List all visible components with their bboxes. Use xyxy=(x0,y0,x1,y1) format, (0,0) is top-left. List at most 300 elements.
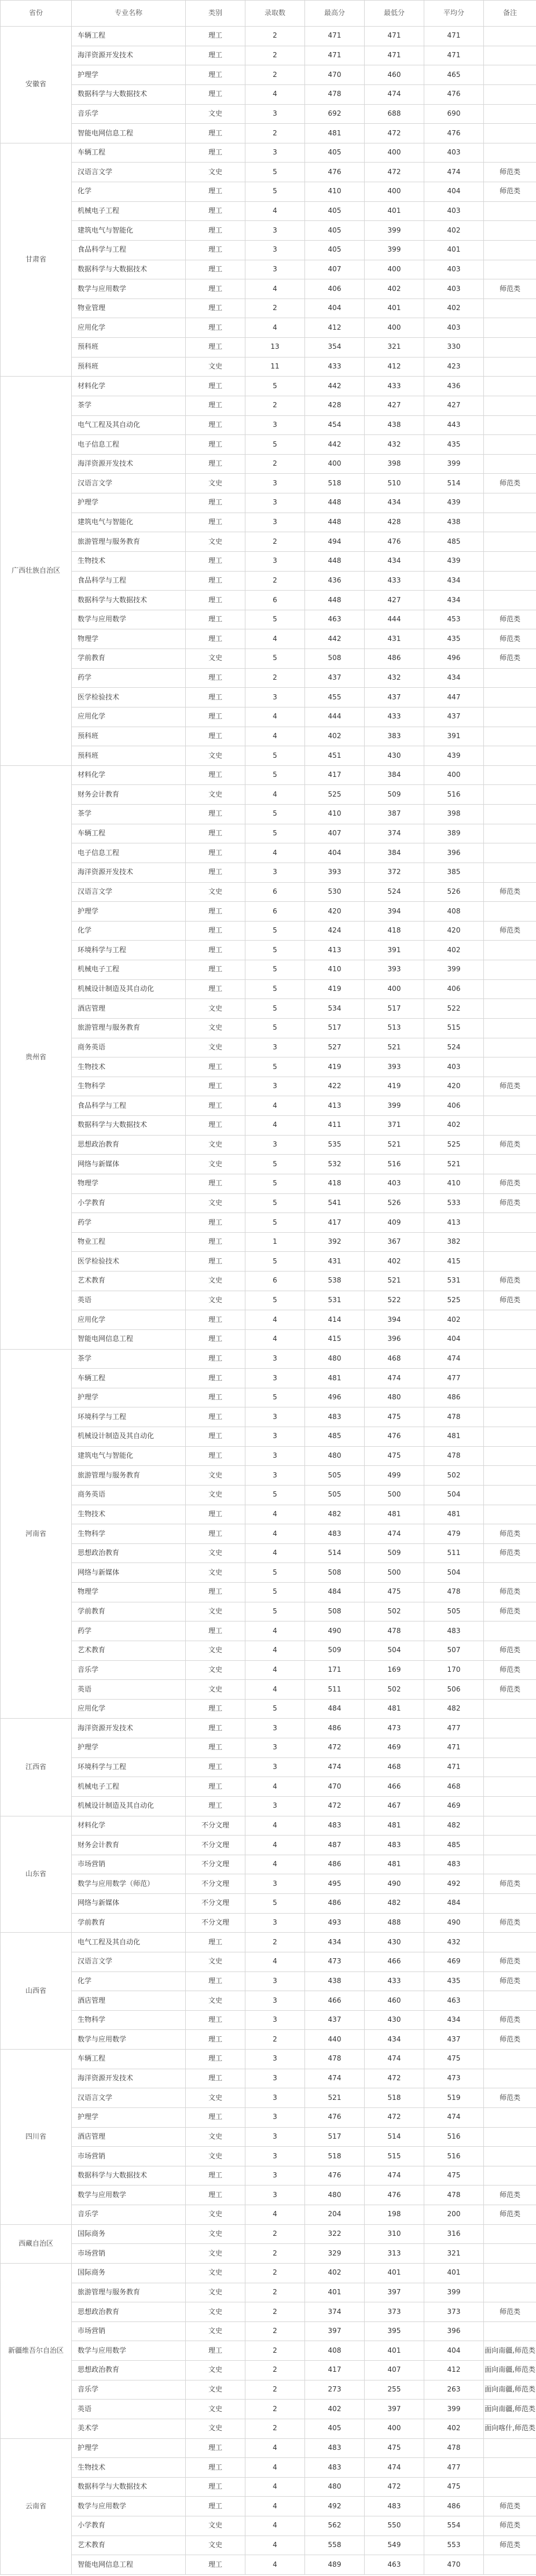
plan-cell: 5 xyxy=(245,1213,305,1233)
avg-score-cell: 435 xyxy=(424,629,484,649)
avg-score-cell: 399 xyxy=(424,2400,484,2419)
max-score-cell: 480 xyxy=(305,2477,365,2497)
major-cell: 物理学 xyxy=(72,1174,186,1193)
table-row xyxy=(1,435,536,455)
plan-cell: 3 xyxy=(245,1913,305,1933)
min-score-cell: 395 xyxy=(365,2321,424,2341)
min-score-cell: 472 xyxy=(365,2107,424,2127)
plan-cell: 5 xyxy=(245,1583,305,1602)
major-cell: 海洋资源开发技术 xyxy=(72,863,186,882)
plan-cell: 5 xyxy=(245,1252,305,1272)
category-cell: 理工 xyxy=(186,1116,245,1136)
min-score-cell: 475 xyxy=(365,1446,424,1466)
avg-score-cell: 402 xyxy=(424,2419,484,2438)
min-score-cell: 481 xyxy=(365,1855,424,1874)
category-cell: 文史 xyxy=(186,104,245,124)
min-score-cell: 509 xyxy=(365,785,424,805)
note-cell xyxy=(484,1466,536,1486)
min-score-cell: 403 xyxy=(365,1174,424,1193)
min-score-cell: 393 xyxy=(365,960,424,980)
note-cell xyxy=(484,493,536,513)
plan-cell: 2 xyxy=(245,2419,305,2438)
max-score-cell: 322 xyxy=(305,2224,365,2244)
min-score-cell: 509 xyxy=(365,1543,424,1563)
avg-score-cell: 434 xyxy=(424,571,484,591)
category-cell: 文史 xyxy=(186,2205,245,2225)
note-cell xyxy=(484,805,536,824)
note-cell xyxy=(484,201,536,221)
plan-cell: 3 xyxy=(245,1738,305,1758)
note-cell xyxy=(484,260,536,279)
plan-cell: 6 xyxy=(245,902,305,922)
max-score-cell: 413 xyxy=(305,1096,365,1116)
category-cell: 理工 xyxy=(186,260,245,279)
table-row xyxy=(1,921,536,941)
table-row xyxy=(1,1349,536,1369)
min-score-cell: 438 xyxy=(365,415,424,435)
major-cell: 护理学 xyxy=(72,65,186,85)
major-cell: 艺术教育 xyxy=(72,1641,186,1660)
category-cell: 理工 xyxy=(186,2438,245,2458)
table-row xyxy=(1,2438,536,2458)
max-score-cell: 470 xyxy=(305,1777,365,1797)
note-cell: 师范类 xyxy=(484,182,536,202)
category-cell: 文史 xyxy=(186,2263,245,2283)
note-cell xyxy=(484,357,536,377)
plan-cell: 3 xyxy=(245,1466,305,1486)
avg-score-cell: 468 xyxy=(424,1777,484,1797)
min-score-cell: 400 xyxy=(365,182,424,202)
table-row xyxy=(1,1485,536,1505)
major-cell: 网络与新媒体 xyxy=(72,1563,186,1583)
min-score-cell: 374 xyxy=(365,824,424,843)
max-score-cell: 485 xyxy=(305,1427,365,1447)
plan-cell: 5 xyxy=(245,1563,305,1583)
min-score-cell: 488 xyxy=(365,1913,424,1933)
category-cell: 不分文理 xyxy=(186,1894,245,1914)
table-row xyxy=(1,2030,536,2050)
max-score-cell: 471 xyxy=(305,46,365,65)
note-cell: 面向南疆,师范类 xyxy=(484,2380,536,2400)
table-row xyxy=(1,240,536,260)
major-cell: 国际商务 xyxy=(72,2263,186,2283)
avg-score-cell: 496 xyxy=(424,649,484,669)
major-cell: 电子信息工程 xyxy=(72,435,186,455)
note-cell xyxy=(484,65,536,85)
max-score-cell: 428 xyxy=(305,396,365,415)
note-cell xyxy=(484,688,536,707)
note-cell xyxy=(484,1894,536,1914)
province-cell: 江西省 xyxy=(1,1719,72,1816)
max-score-cell: 406 xyxy=(305,279,365,299)
min-score-cell: 407 xyxy=(365,2361,424,2380)
plan-cell: 4 xyxy=(245,1116,305,1136)
note-cell: 师范类 xyxy=(484,1543,536,1563)
plan-cell: 4 xyxy=(245,2458,305,2478)
note-cell xyxy=(484,1757,536,1777)
major-cell: 网络与新媒体 xyxy=(72,1155,186,1174)
avg-score-cell: 521 xyxy=(424,1155,484,1174)
avg-score-cell: 403 xyxy=(424,143,484,163)
avg-score-cell: 402 xyxy=(424,221,484,241)
note-cell xyxy=(484,2283,536,2302)
table-row xyxy=(1,824,536,843)
major-cell: 车辆工程 xyxy=(72,824,186,843)
avg-score-cell: 410 xyxy=(424,1174,484,1193)
plan-cell: 5 xyxy=(245,1193,305,1213)
plan-cell: 5 xyxy=(245,1155,305,1174)
table-row xyxy=(1,1660,536,1680)
category-cell: 理工 xyxy=(186,435,245,455)
table-row xyxy=(1,1874,536,1894)
table-row xyxy=(1,201,536,221)
min-score-cell: 481 xyxy=(365,1505,424,1524)
major-cell: 思想政治教育 xyxy=(72,1135,186,1155)
max-score-cell: 422 xyxy=(305,1077,365,1096)
plan-cell: 4 xyxy=(245,1621,305,1641)
avg-score-cell: 475 xyxy=(424,2050,484,2069)
note-cell xyxy=(484,571,536,591)
table-row xyxy=(1,2400,536,2419)
max-score-cell: 495 xyxy=(305,1874,365,1894)
plan-cell: 4 xyxy=(245,1680,305,1700)
table-row xyxy=(1,1971,536,1991)
major-cell: 护理学 xyxy=(72,1388,186,1407)
note-cell xyxy=(484,104,536,124)
min-score-cell: 371 xyxy=(365,1116,424,1136)
max-score-cell: 474 xyxy=(305,1757,365,1777)
major-cell: 材料化学 xyxy=(72,377,186,396)
note-cell: 师范类 xyxy=(484,2516,536,2536)
major-cell: 网络与新媒体 xyxy=(72,1894,186,1914)
category-cell: 理工 xyxy=(186,1757,245,1777)
max-score-cell: 534 xyxy=(305,999,365,1019)
max-score-cell: 562 xyxy=(305,2516,365,2536)
major-cell: 英语 xyxy=(72,1680,186,1700)
table-row xyxy=(1,1096,536,1116)
avg-score-cell: 434 xyxy=(424,668,484,688)
category-cell: 文史 xyxy=(186,999,245,1019)
plan-cell: 6 xyxy=(245,882,305,902)
max-score-cell: 448 xyxy=(305,551,365,571)
avg-score-cell: 420 xyxy=(424,921,484,941)
max-score-cell: 521 xyxy=(305,2088,365,2108)
avg-score-cell: 413 xyxy=(424,1213,484,1233)
max-score-cell: 431 xyxy=(305,1252,365,1272)
major-cell: 机械设计制造及其自动化 xyxy=(72,1796,186,1816)
category-cell: 理工 xyxy=(186,182,245,202)
note-cell: 师范类 xyxy=(484,1272,536,1291)
avg-score-cell: 690 xyxy=(424,104,484,124)
table-row xyxy=(1,1427,536,1447)
avg-score-cell: 525 xyxy=(424,1135,484,1155)
min-score-cell: 549 xyxy=(365,2536,424,2555)
max-score-cell: 494 xyxy=(305,532,365,552)
table-row xyxy=(1,960,536,980)
major-cell: 艺术教育 xyxy=(72,2536,186,2555)
note-cell xyxy=(484,941,536,960)
major-cell: 学前教育 xyxy=(72,649,186,669)
category-cell: 文史 xyxy=(186,1466,245,1486)
avg-score-cell: 469 xyxy=(424,1952,484,1971)
table-row xyxy=(1,1388,536,1407)
table-row xyxy=(1,1116,536,1136)
min-score-cell: 399 xyxy=(365,221,424,241)
note-cell xyxy=(484,2147,536,2166)
max-score-cell: 402 xyxy=(305,727,365,746)
note-cell xyxy=(484,1349,536,1369)
avg-score-cell: 516 xyxy=(424,785,484,805)
major-cell: 海洋资源开发技术 xyxy=(72,2069,186,2088)
note-cell: 师范类 xyxy=(484,2302,536,2322)
major-cell: 护理学 xyxy=(72,902,186,922)
plan-cell: 13 xyxy=(245,338,305,358)
major-cell: 音乐学 xyxy=(72,104,186,124)
major-cell: 市场营销 xyxy=(72,2244,186,2264)
province-cell: 新疆维吾尔自治区 xyxy=(1,2263,72,2438)
avg-score-cell: 403 xyxy=(424,260,484,279)
avg-score-cell: 403 xyxy=(424,279,484,299)
avg-score-cell: 427 xyxy=(424,396,484,415)
max-score-cell: 514 xyxy=(305,1543,365,1563)
avg-score-cell: 423 xyxy=(424,357,484,377)
category-cell: 理工 xyxy=(186,1096,245,1116)
major-cell: 酒店管理 xyxy=(72,2127,186,2147)
table-row xyxy=(1,143,536,163)
category-cell: 文史 xyxy=(186,746,245,766)
min-score-cell: 550 xyxy=(365,2516,424,2536)
header-province: 省份 xyxy=(1,1,72,27)
avg-score-cell: 477 xyxy=(424,1369,484,1388)
avg-score-cell: 531 xyxy=(424,1272,484,1291)
category-cell: 不分文理 xyxy=(186,1855,245,1874)
category-cell: 理工 xyxy=(186,240,245,260)
max-score-cell: 471 xyxy=(305,27,365,46)
category-cell: 文史 xyxy=(186,532,245,552)
min-score-cell: 502 xyxy=(365,1680,424,1700)
note-cell: 师范类 xyxy=(484,921,536,941)
max-score-cell: 448 xyxy=(305,493,365,513)
table-row xyxy=(1,377,536,396)
plan-cell: 4 xyxy=(245,1836,305,1855)
note-cell: 师范类 xyxy=(484,2030,536,2050)
table-row xyxy=(1,1135,536,1155)
major-cell: 车辆工程 xyxy=(72,1369,186,1388)
min-score-cell: 524 xyxy=(365,882,424,902)
table-row xyxy=(1,2419,536,2438)
plan-cell: 5 xyxy=(245,377,305,396)
max-score-cell: 448 xyxy=(305,513,365,532)
category-cell: 文史 xyxy=(186,1680,245,1700)
plan-cell: 4 xyxy=(245,1524,305,1544)
note-cell xyxy=(484,2166,536,2186)
table-row xyxy=(1,65,536,85)
max-score-cell: 397 xyxy=(305,2321,365,2341)
max-score-cell: 482 xyxy=(305,1505,365,1524)
avg-score-cell: 437 xyxy=(424,707,484,727)
category-cell: 文史 xyxy=(186,2321,245,2341)
note-cell xyxy=(484,513,536,532)
min-score-cell: 400 xyxy=(365,979,424,999)
min-score-cell: 428 xyxy=(365,513,424,532)
plan-cell: 5 xyxy=(245,1057,305,1077)
note-cell xyxy=(484,1699,536,1719)
category-cell: 理工 xyxy=(186,1369,245,1388)
avg-score-cell: 404 xyxy=(424,182,484,202)
max-score-cell: 476 xyxy=(305,2166,365,2186)
plan-cell: 2 xyxy=(245,2244,305,2264)
major-cell: 市场营销 xyxy=(72,1855,186,1874)
plan-cell: 5 xyxy=(245,921,305,941)
major-cell: 医学检验技术 xyxy=(72,1252,186,1272)
avg-score-cell: 485 xyxy=(424,1836,484,1855)
avg-score-cell: 482 xyxy=(424,1699,484,1719)
major-cell: 智能电网信息工程 xyxy=(72,124,186,143)
max-score-cell: 448 xyxy=(305,591,365,610)
province-cell: 贵州省 xyxy=(1,765,72,1349)
major-cell: 食品科学与工程 xyxy=(72,240,186,260)
max-score-cell: 478 xyxy=(305,2050,365,2069)
major-cell: 学前教育 xyxy=(72,1602,186,1621)
avg-score-cell: 476 xyxy=(424,124,484,143)
note-cell xyxy=(484,2555,536,2575)
max-score-cell: 466 xyxy=(305,1991,365,2011)
min-score-cell: 373 xyxy=(365,2302,424,2322)
avg-score-cell: 465 xyxy=(424,65,484,85)
max-score-cell: 415 xyxy=(305,1329,365,1349)
category-cell: 文史 xyxy=(186,882,245,902)
major-cell: 医学检验技术 xyxy=(72,688,186,707)
max-score-cell: 455 xyxy=(305,688,365,707)
min-score-cell: 481 xyxy=(365,1816,424,1836)
major-cell: 机械电子工程 xyxy=(72,1777,186,1797)
category-cell: 理工 xyxy=(186,1505,245,1524)
note-cell xyxy=(484,124,536,143)
plan-cell: 2 xyxy=(245,2380,305,2400)
plan-cell: 4 xyxy=(245,2536,305,2555)
max-score-cell: 481 xyxy=(305,1369,365,1388)
plan-cell: 3 xyxy=(245,1427,305,1447)
category-cell: 文史 xyxy=(186,1952,245,1971)
max-score-cell: 412 xyxy=(305,318,365,338)
header-row xyxy=(1,1,536,27)
note-cell xyxy=(484,1427,536,1447)
major-cell: 数学与应用数学 xyxy=(72,610,186,629)
category-cell: 文史 xyxy=(186,474,245,493)
note-cell xyxy=(484,1777,536,1797)
category-cell: 理工 xyxy=(186,298,245,318)
header-min-score: 最低分 xyxy=(365,1,424,27)
plan-cell: 4 xyxy=(245,2205,305,2225)
note-cell xyxy=(484,396,536,415)
min-score-cell: 383 xyxy=(365,727,424,746)
note-cell: 师范类 xyxy=(484,2186,536,2205)
min-score-cell: 467 xyxy=(365,1796,424,1816)
category-cell: 文史 xyxy=(186,1291,245,1310)
table-row xyxy=(1,979,536,999)
category-cell: 文史 xyxy=(186,2419,245,2438)
min-score-cell: 483 xyxy=(365,1836,424,1855)
note-cell xyxy=(484,591,536,610)
major-cell: 数学与应用数学 xyxy=(72,2497,186,2516)
category-cell: 文史 xyxy=(186,1641,245,1660)
max-score-cell: 518 xyxy=(305,474,365,493)
min-score-cell: 466 xyxy=(365,1952,424,1971)
plan-cell: 3 xyxy=(245,260,305,279)
table-row xyxy=(1,1174,536,1193)
plan-cell: 4 xyxy=(245,318,305,338)
min-score-cell: 480 xyxy=(365,1388,424,1407)
plan-cell: 5 xyxy=(245,1174,305,1193)
plan-cell: 1 xyxy=(245,1232,305,1252)
major-cell: 旅游管理与服务教育 xyxy=(72,1018,186,1038)
min-score-cell: 396 xyxy=(365,1329,424,1349)
max-score-cell: 532 xyxy=(305,1155,365,1174)
category-cell: 理工 xyxy=(186,454,245,474)
category-cell: 理工 xyxy=(186,65,245,85)
table-row xyxy=(1,1952,536,1971)
avg-score-cell: 412 xyxy=(424,2361,484,2380)
plan-cell: 5 xyxy=(245,941,305,960)
plan-cell: 4 xyxy=(245,1310,305,1330)
min-score-cell: 398 xyxy=(365,454,424,474)
min-score-cell: 474 xyxy=(365,2166,424,2186)
max-score-cell: 496 xyxy=(305,1388,365,1407)
avg-score-cell: 485 xyxy=(424,532,484,552)
major-cell: 机械电子工程 xyxy=(72,960,186,980)
major-cell: 汉语言文学 xyxy=(72,474,186,493)
table-row xyxy=(1,1329,536,1349)
plan-cell: 2 xyxy=(245,2341,305,2361)
avg-score-cell: 403 xyxy=(424,1057,484,1077)
table-row xyxy=(1,84,536,104)
max-score-cell: 481 xyxy=(305,124,365,143)
min-score-cell: 444 xyxy=(365,610,424,629)
min-score-cell: 469 xyxy=(365,1738,424,1758)
avg-score-cell: 415 xyxy=(424,1252,484,1272)
plan-cell: 4 xyxy=(245,727,305,746)
major-cell: 预科班 xyxy=(72,357,186,377)
table-row xyxy=(1,1232,536,1252)
plan-cell: 3 xyxy=(245,1719,305,1738)
min-score-cell: 434 xyxy=(365,2030,424,2050)
avg-score-cell: 504 xyxy=(424,1485,484,1505)
major-cell: 药学 xyxy=(72,1213,186,1233)
max-score-cell: 405 xyxy=(305,240,365,260)
major-cell: 环境科学与工程 xyxy=(72,1407,186,1427)
max-score-cell: 410 xyxy=(305,960,365,980)
note-cell: 师范类 xyxy=(484,2536,536,2555)
note-cell xyxy=(484,1621,536,1641)
avg-score-cell: 514 xyxy=(424,474,484,493)
min-score-cell: 482 xyxy=(365,1894,424,1914)
province-cell: 河南省 xyxy=(1,1349,72,1719)
category-cell: 理工 xyxy=(186,1719,245,1738)
major-cell: 酒店管理 xyxy=(72,999,186,1019)
max-score-cell: 489 xyxy=(305,2555,365,2575)
note-cell xyxy=(484,532,536,552)
max-score-cell: 402 xyxy=(305,2400,365,2419)
category-cell: 文史 xyxy=(186,2283,245,2302)
plan-cell: 5 xyxy=(245,649,305,669)
max-score-cell: 329 xyxy=(305,2244,365,2264)
table-row xyxy=(1,474,536,493)
major-cell: 电气工程及其自动化 xyxy=(72,415,186,435)
avg-score-cell: 447 xyxy=(424,688,484,707)
note-cell xyxy=(484,2107,536,2127)
table-row xyxy=(1,1836,536,1855)
category-cell: 理工 xyxy=(186,2186,245,2205)
